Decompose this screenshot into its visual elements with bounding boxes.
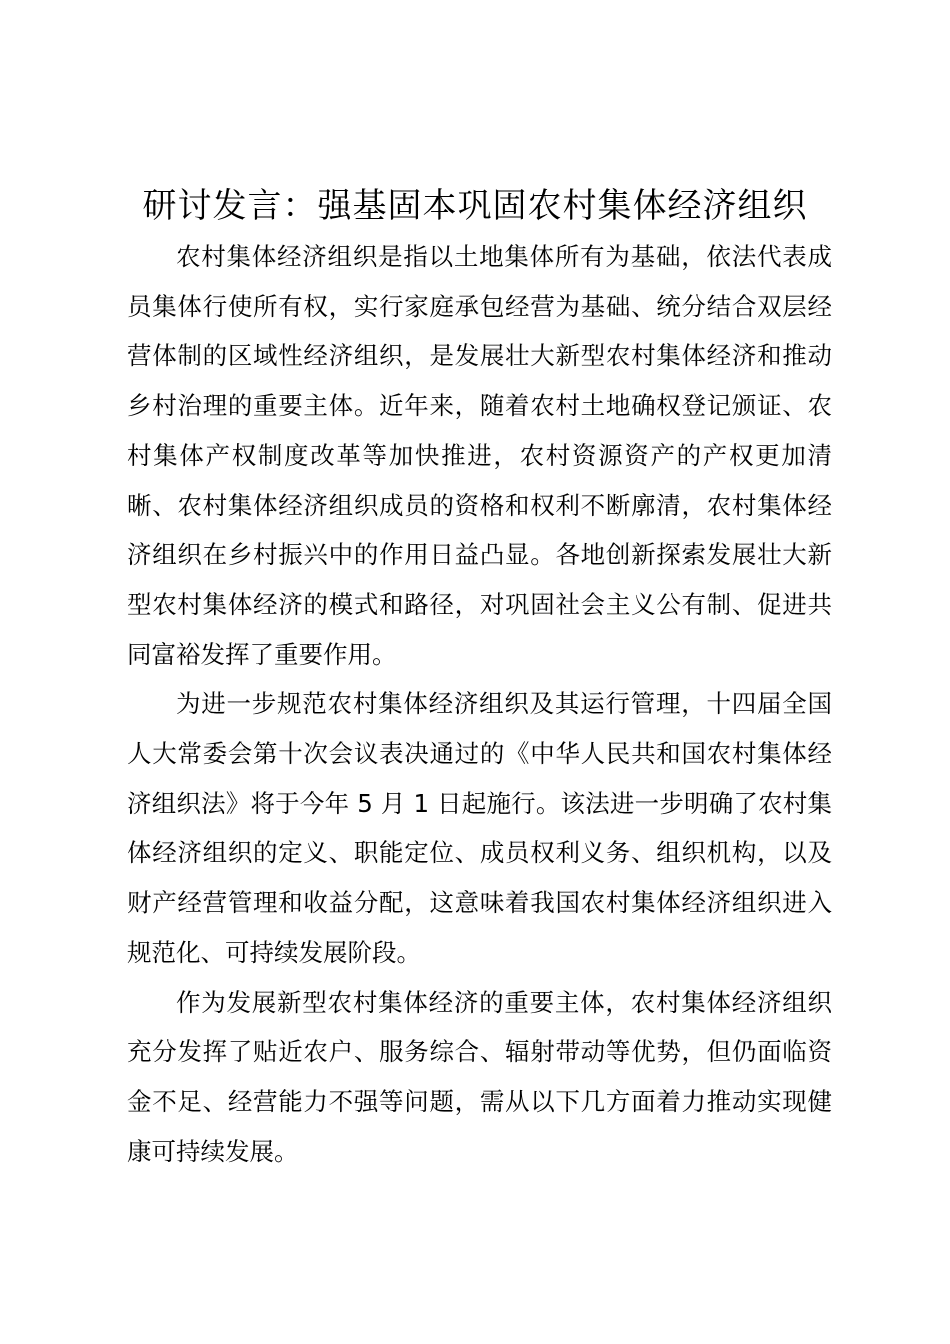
document-title: 研讨发言：强基固本巩固农村集体经济组织 bbox=[142, 186, 808, 226]
paragraph-2: 为进一步规范农村集体经济组织及其运行管理，十四届全国人大常委会第十次会议表决通过的《中华人民共和国农村集体经济组织法》将于今年 5 月 1 日起施行。该法进一步明确了农村集体经济组织的定义、职能定位、成员权利义务、组织机构，以及财产经营管理和收益分配，这意味着我国农村集体经济组织进入规范化、可持续发展阶段。 bbox=[127, 689, 832, 967]
paragraph-1: 农村集体经济组织是指以土地集体所有为基础，依法代表成员集体行使所有权，实行家庭承包经营为基础、统分结合双层经营体制的区域性经济组织，是发展壮大新型农村集体经济和推动乡村治理的重要主体。近年来，随着农村土地确权登记颁证、农村集体产权制度改革等加快推进，农村资源资产的产权更加清晰、农村集体经济组织成员的资格和权利不断廓清，农村集体经济组织在乡村振兴中的作用日益凸显。各地创新探索发展壮大新型农村集体经济的模式和路径，对巩固社会主义公有制、促进共同富裕发挥了重要作用。 bbox=[127, 242, 832, 669]
paragraph-3: 作为发展新型农村集体经济的重要主体，农村集体经济组织充分发挥了贴近农户、服务综合、辐射带动等优势，但仍面临资金不足、经营能力不强等问题，需从以下几方面着力推动实现健康可持续发展。 bbox=[127, 987, 832, 1166]
document-body bbox=[127, 232, 832, 1176]
